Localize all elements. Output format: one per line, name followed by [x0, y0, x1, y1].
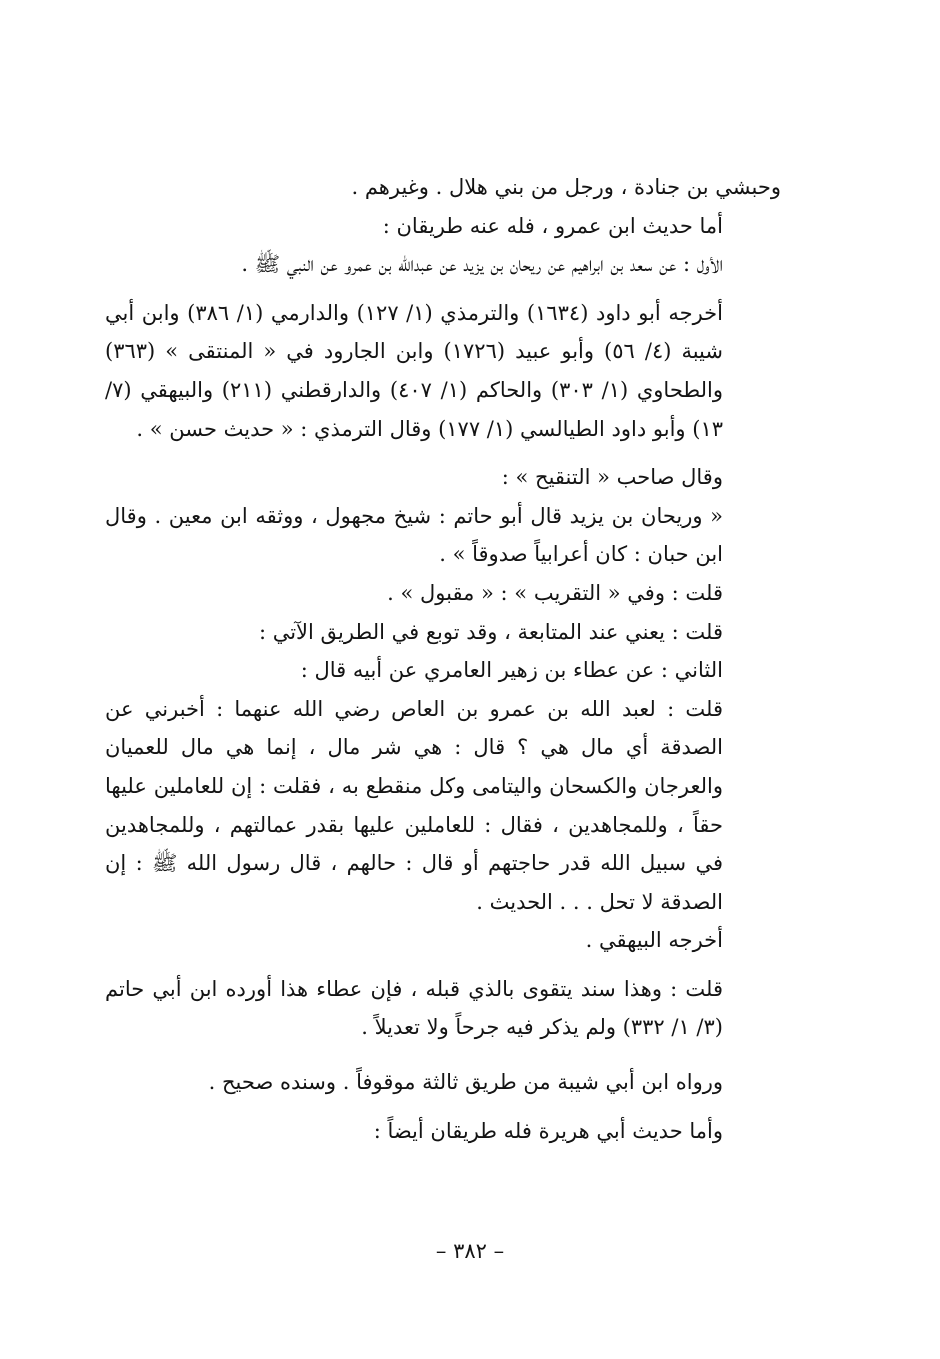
paragraph-intro: وحبشي بن جنادة ، ورجل من بني هلال . وغيرهم .	[351, 175, 781, 199]
paragraph-taqrib: قلت : وفي « التقريب » : « مقبول » .	[387, 580, 723, 605]
body-text	[105, 168, 781, 1150]
paragraph-ibn-amr-heading: أما حديث ابن عمرو ، فله عنه طريقان :	[382, 213, 723, 238]
paragraph-isnad-note: قلت : وهذا سند يتقوى بالذي قبله ، فإن عطاء هذا أورده ابن أبي حاتم (٣/ ١/ ٣٣٢) ولم يذكر فيه جرحاً ولا تعديلاً .	[105, 976, 723, 1040]
paragraph-tanqih-quote: « وريحان بن يزيد قال أبو حاتم : شيخ مجهول ، ووثقه ابن معين . وقال ابن حبان : كان أعرابياً صدوقاً » .	[105, 503, 723, 567]
paragraph-abu-hurayra-heading: وأما حديث أبي هريرة فله طريقان أيضاً :	[373, 1118, 723, 1143]
paragraph-hadith-text: قلت : لعبد الله بن عمرو بن العاص رضي الله عنهما : أخبرني عن الصدقة أي مال هي ؟ قال : هي شر مال ، إنما هي مال للعميان والعرجان والكسحان واليتامى وكل منقطع به ، فقلت : إن للعاملين عليها حقاً ، وللمجاهدين ، فقال : للعاملين عليها بقدر عمالتهم ، وللمجاهدين في سبيل الله قدر حاجتهم أو قال : حالهم ، قال رسول الله ﷺ : إن الصدقة لا تحل . . . الحديث .	[105, 696, 724, 914]
page-number: – ٣٨٢ –	[435, 1239, 505, 1263]
paragraph-ibn-abi-shayba: ورواه ابن أبي شيبة من طريق ثالثة موقوفاً . وسنده صحيح .	[208, 1070, 723, 1095]
paragraph-takhrij: أخرجه أبو داود (١٦٣٤) والترمذي (١/ ١٢٧) والدارمي (١/ ٣٨٦) وابن أبي شيبة (٤/ ٥٦) وأبو عبيد (١٧٢٦) وابن الجارود في « المنتقى » (٣٦٣) والطحاوي (١/ ٣٠٣) والحاكم (١/ ٤٠٧) والدارقطني (٢١١) والبيهقي (٧/ ١٣) وأبو داود الطيالسي (١/ ١٧٧) وقال الترمذي : « حديث حسن » .	[105, 300, 723, 441]
paragraph-second-route: الثاني : عن عطاء بن زهير العامري عن أبيه قال :	[300, 658, 723, 683]
paragraph-tanqih-heading: وقال صاحب « التنقيح » :	[501, 465, 723, 490]
paragraph-bayhaqi: أخرجه البيهقي .	[585, 928, 723, 953]
paragraph-mutaba: قلت : يعني عند المتابعة ، وقد توبع في الطريق الآتي :	[258, 619, 723, 644]
paragraph-first-route: الأول : عن سعد بن ابراهيم عن ريحان بن يزيد عن عبدالله بن عمرو عن النبي ﷺ .	[241, 252, 723, 277]
